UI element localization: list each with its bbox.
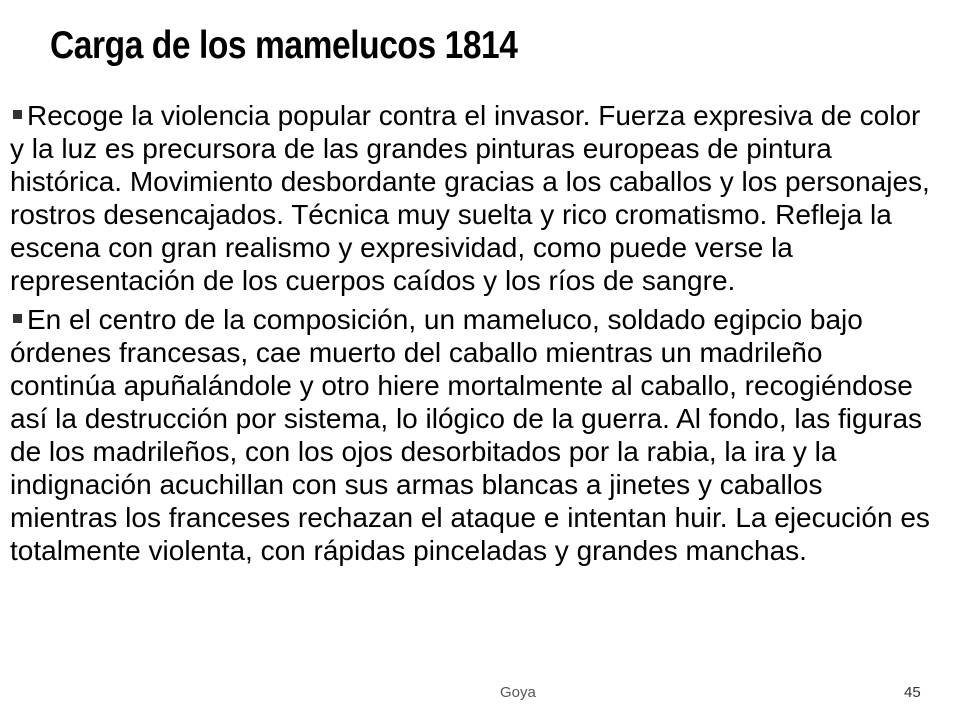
bullet-item: [10, 303, 935, 567]
bullet-text: En el centro de la composición, un mameluco, soldado egipcio bajo órdenes francesas, cae muerto del caballo mientras un madrileño continúa apuñalándole y otro hiere mortalmente al caballo, recogiéndose así la destrucción por sistema, lo ilógico de la guerra. Al fondo, las figuras de los madrileños, con los ojos desorbitados por la rabia, la ira y la indignación acuchillan con sus armas blancas a jinetes y caballos mientras los franceses rechazan el ataque e intentan huir. La ejecución es totalmente violenta, con rápidas pinceladas y grandes manchas.: [10, 304, 930, 566]
bullet-item: [10, 99, 935, 297]
square-bullet-icon: [13, 110, 22, 119]
square-bullet-icon: [13, 314, 22, 323]
slide-body: [10, 99, 935, 573]
footer-label: Goya: [500, 684, 536, 701]
page-number: 45: [904, 684, 921, 701]
slide-title: Carga de los mamelucos 1814: [50, 24, 518, 67]
bullet-text: Recoge la violencia popular contra el invasor. Fuerza expresiva de color y la luz es precursora de las grandes pinturas europeas de pintura histórica. Movimiento desbordante gracias a los caballos y los personajes, rostros desencajados. Técnica muy suelta y rico cromatismo. Refleja la escena con gran realismo y expresividad, como puede verse la representación de los cuerpos caídos y los ríos de sangre.: [10, 100, 930, 296]
